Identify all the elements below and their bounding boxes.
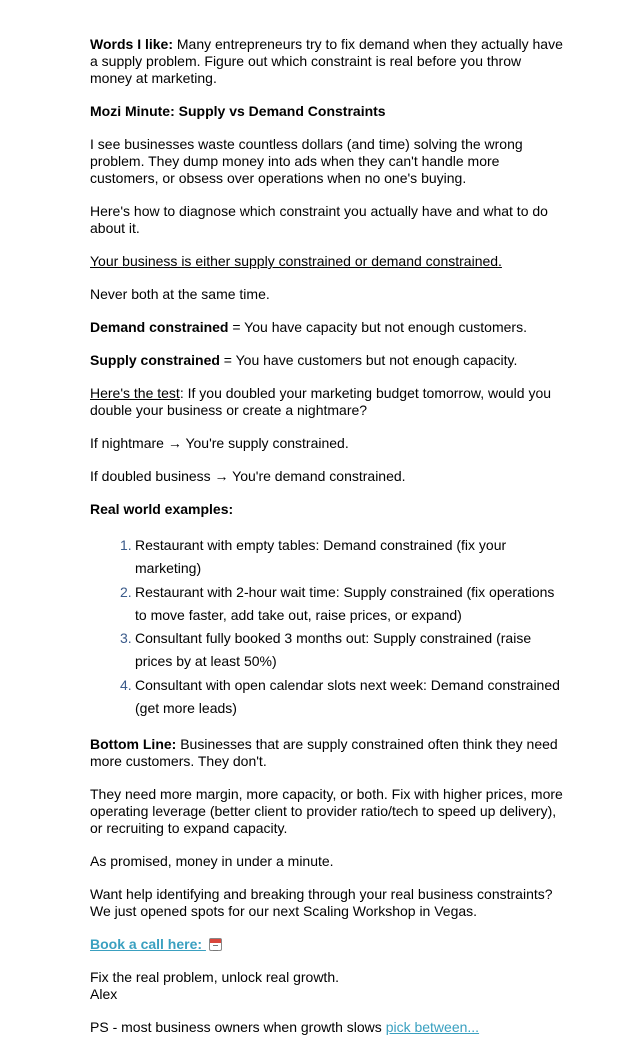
- signoff-name: Alex: [90, 986, 118, 1003]
- list-item: [120, 581, 565, 628]
- want-help-paragraph: Want help identifying and breaking through your real business constraints? We just opened spots for our next Scaling Workshop in Vegas.: [90, 886, 553, 920]
- examples-title: Real world examples:: [90, 501, 234, 517]
- paragraph-margin: They need more margin, more capacity, or both. Fix with higher prices, more operating leverage (better client to provider ratio/tech to speed up delivery), or recruiting to expand capacity.: [90, 786, 563, 837]
- list-item-text: Consultant with open calendar slots next week: Demand constrained (get more leads): [135, 676, 560, 717]
- bottom-line-text: Businesses that are supply constrained often think they need more customers. They don't.: [90, 736, 558, 770]
- supply-text: = You have customers but not enough capacity.: [219, 352, 518, 368]
- intro-paragraph: [90, 36, 565, 87]
- pick-between-link[interactable]: pick between...: [385, 1019, 480, 1036]
- demand-definition: [90, 319, 565, 336]
- bottom-line-label: Bottom Line:: [90, 736, 177, 753]
- calendar-icon: [209, 938, 222, 951]
- either-line-text: Your business is either supply constrained or demand constrained.: [90, 253, 502, 269]
- if-doubled-line: If doubled business → You're demand constrained.: [90, 468, 406, 484]
- book-call-line: [90, 936, 565, 953]
- intro-label: Words I like:: [90, 36, 173, 52]
- email-body: [90, 36, 565, 1052]
- demand-label: Demand constrained: [90, 319, 229, 335]
- list-item-number: 4.: [120, 676, 132, 693]
- supply-definition: [90, 352, 565, 369]
- list-item-text: Restaurant with 2-hour wait time: Supply constrained (fix operations to move faster, add take out, raise prices, or expand): [135, 583, 555, 623]
- signoff-line: Fix the real problem, unlock real growth.: [90, 969, 339, 986]
- paragraph-waste: I see businesses waste countless dollars (and time) solving the wrong problem. They dump money into ads when they can't handle more customers, or obsess over operations when no one's buying.: [90, 136, 523, 186]
- test-text: : If you doubled your marketing budget tomorrow, would you double your business or create a nightmare?: [90, 385, 552, 418]
- bottom-line-paragraph: [90, 736, 565, 770]
- demand-text: = You have capacity but not enough customers.: [228, 319, 527, 335]
- list-item: [120, 627, 565, 674]
- signoff: [90, 969, 565, 1003]
- intro-text: Many entrepreneurs try to fix demand when they actually have a supply problem. Figure out which constraint is real before you throw money at marketing.: [90, 36, 563, 86]
- promised-line: As promised, money in under a minute.: [90, 853, 334, 870]
- list-item-text: Restaurant with empty tables: Demand constrained (fix your marketing): [135, 537, 507, 577]
- ps-text: PS - most business owners when growth slows: [90, 1019, 386, 1036]
- list-item-number: 2.: [120, 583, 132, 600]
- book-call-link[interactable]: [90, 936, 206, 952]
- paragraph-diagnose: Here's how to diagnose which constraint you actually have and what to do about it.: [90, 203, 548, 236]
- list-item-number: 3.: [120, 630, 132, 647]
- examples-list: [90, 534, 565, 720]
- list-item-text: Consultant fully booked 3 months out: Supply constrained (raise prices by at least 50%): [135, 630, 532, 670]
- either-line: [90, 253, 565, 270]
- never-both-line: Never both at the same time.: [90, 286, 270, 302]
- section-title: Mozi Minute: Supply vs Demand Constraints: [90, 103, 386, 119]
- list-item: [120, 674, 565, 721]
- list-item: [120, 534, 565, 581]
- supply-label: Supply constrained: [90, 352, 220, 368]
- test-label: Here's the test: [90, 385, 180, 401]
- list-item-number: 1.: [120, 537, 132, 553]
- book-call-text: Book a call here:: [90, 936, 206, 953]
- test-paragraph: [90, 385, 565, 419]
- ps-line: [90, 1019, 565, 1036]
- if-nightmare-line: If nightmare → You're supply constrained.: [90, 435, 349, 451]
